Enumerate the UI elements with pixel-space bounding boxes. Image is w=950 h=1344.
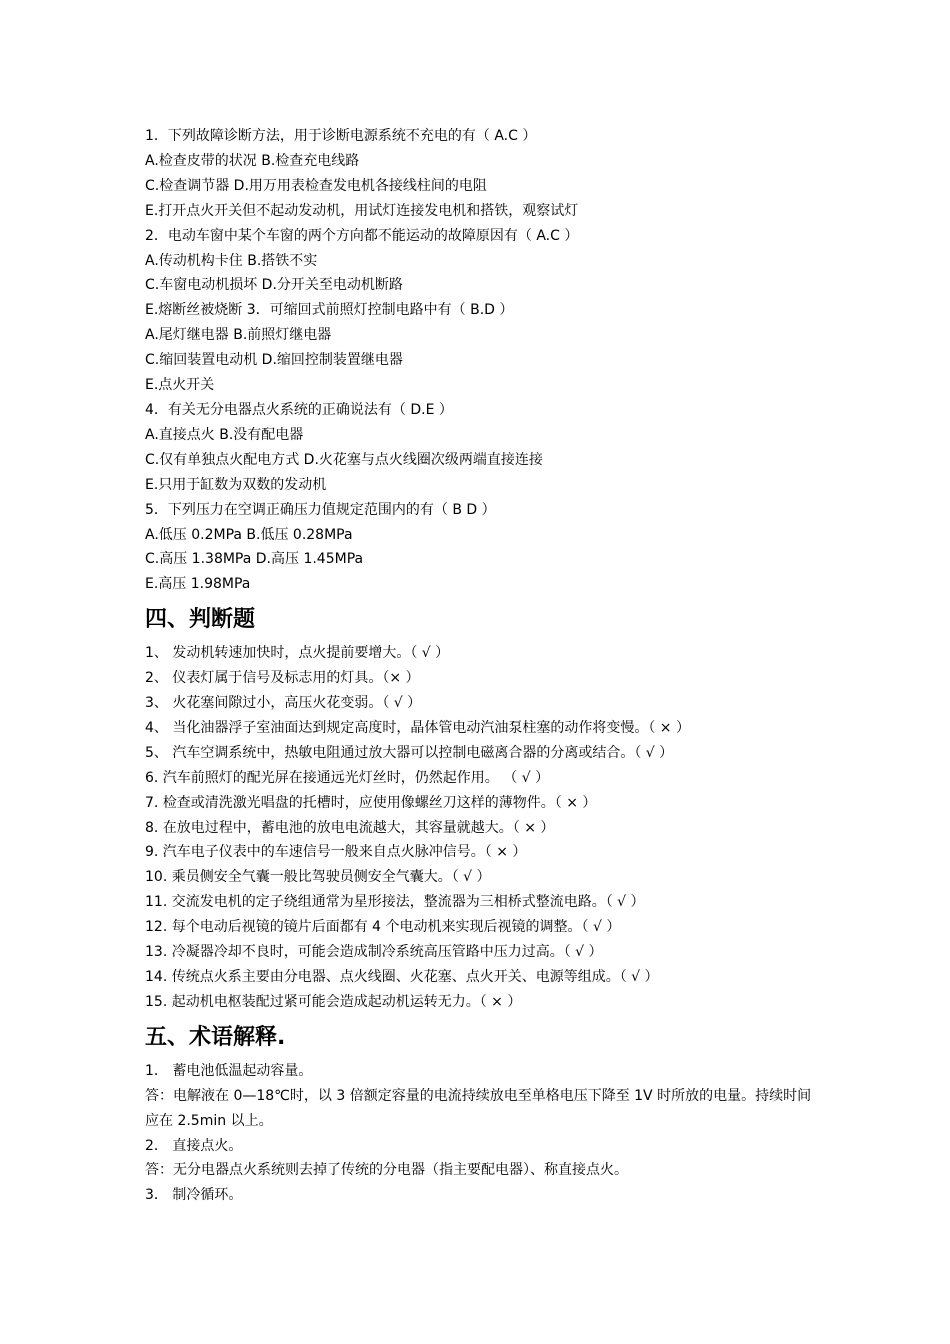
mc-question-4: 4．有关无分电器点火系统的正确说法有（ D.E ） [145,401,453,418]
mc-options: E.点火开关 [145,377,215,394]
mc-options: C.仅有单独点火配电方式 D.火花塞与点火线圈次级两端直接连接 [145,451,543,468]
mc-question-5: 5．下列压力在空调正确压力值规定范围内的有（ B D ） [145,501,496,518]
mc-options: C.缩回装置电动机 D.缩回控制装置继电器 [145,352,403,369]
tf-item-10: 10. 乘员侧安全气囊一般比驾驶员侧安全气囊大。（ √ ） [145,869,491,886]
tf-item-11: 11. 交流发电机的定子绕组通常为星形接法，整流器为三相桥式整流电路。（ √ ） [145,894,645,911]
mc-options: A.检查皮带的状况 B.检查充电线路 [145,152,360,169]
mc-options: E.打开点火开关但不起动发动机，用试灯连接发电机和搭铁，观察试灯 [145,202,579,219]
mc-question-2: 2．电动车窗中某个车窗的两个方向都不能运动的故障原因有（ A.C ） [145,227,579,244]
tf-item-8: 8. 在放电过程中，蓄电池的放电电流越大，其容量就越大。（ × ） [145,819,555,836]
mc-options: C.车窗电动机损坏 D.分开关至电动机断路 [145,277,403,294]
tf-item-13: 13. 冷凝器冷却不良时，可能会造成制冷系统高压管路中压力过高。（ √ ） [145,944,603,961]
term-1: 1． 蓄电池低温起动容量。 [145,1062,313,1079]
term-1-answer: 答：电解液在 0—18℃时，以 3 倍额定容量的电流持续放电至单格电压下降至 1V 时所放的电量。持续时间应在 2.5min 以上。 [145,1087,812,1129]
mc-options: A.传动机构卡住 B.搭铁不实 [145,252,318,269]
term-3: 3． 制冷循环。 [145,1187,243,1204]
multiple-choice-section [145,124,825,597]
tf-item-2: 2、 仪表灯属于信号及标志用的灯具。（× ） [145,670,420,687]
tf-item-1: 1、 发动机转速加快时，点火提前要增大。（ √ ） [145,645,450,662]
mc-question-1: 1．下列故障诊断方法，用于诊断电源系统不充电的有（ A.C ） [145,128,537,144]
term-2: 2． 直接点火。 [145,1137,243,1154]
tf-item-7: 7. 检查或清洗激光唱盘的托槽时，应使用像螺丝刀这样的薄物件。（ × ） [145,794,597,811]
tf-item-14: 14. 传统点火系主要由分电器、点火线圈、火花塞、点火开关、电源等组成。（ √ ） [145,969,659,985]
mc-options: C.高压 1.38MPa D.高压 1.45MPa [145,551,364,568]
tf-item-15: 15. 起动机电枢装配过紧可能会造成起动机运转无力。（ × ） [145,993,522,1010]
mc-options: A.低压 0.2MPa B.低压 0.28MPa [145,526,353,543]
mc-options: E.高压 1.98MPa [145,576,251,593]
tf-item-6: 6. 汽车前照灯的配光屏在接通远光灯丝时，仍然起作用。 （ √ ） [145,769,550,786]
term-2-answer: 答：无分电器点火系统则去掉了传统的分电器（指主要配电器）、称直接点火。 [145,1162,628,1179]
tf-item-12: 12. 每个电动后视镜的镜片后面都有 4 个电动机来实现后视镜的调整。（ √ ） [145,919,621,936]
mc-question-3: E.熔断丝被烧断 3．可缩回式前照灯控制电路中有（ B.D ） [145,302,514,319]
mc-options: E.只用于缸数为双数的发动机 [145,476,327,493]
tf-item-5: 5、 汽车空调系统中，热敏电阻通过放大器可以控制电磁离合器的分离或结合。（ √ ） [145,744,674,761]
section-4-heading: 四、判断题 [145,607,256,633]
tf-item-9: 9. 汽车电子仪表中的车速信号一般来自点火脉冲信号。（ × ） [145,844,527,861]
terminology-section [145,1059,825,1208]
true-false-section [145,641,825,1015]
mc-options: A.直接点火 B.没有配电器 [145,426,304,443]
document-page [145,124,825,1208]
mc-options: C.检查调节器 D.用万用表检查发电机各接线柱间的电阻 [145,177,487,194]
mc-options: A.尾灯继电器 B.前照灯继电器 [145,327,332,344]
tf-item-4: 4、 当化油器浮子室油面达到规定高度时，晶体管电动汽油泵柱塞的动作将变慢。（ × ） [145,719,690,736]
tf-item-3: 3、 火花塞间隙过小，高压火花变弱。（ √ ） [145,695,422,712]
section-5-heading: 五、术语解释. [145,1024,286,1050]
